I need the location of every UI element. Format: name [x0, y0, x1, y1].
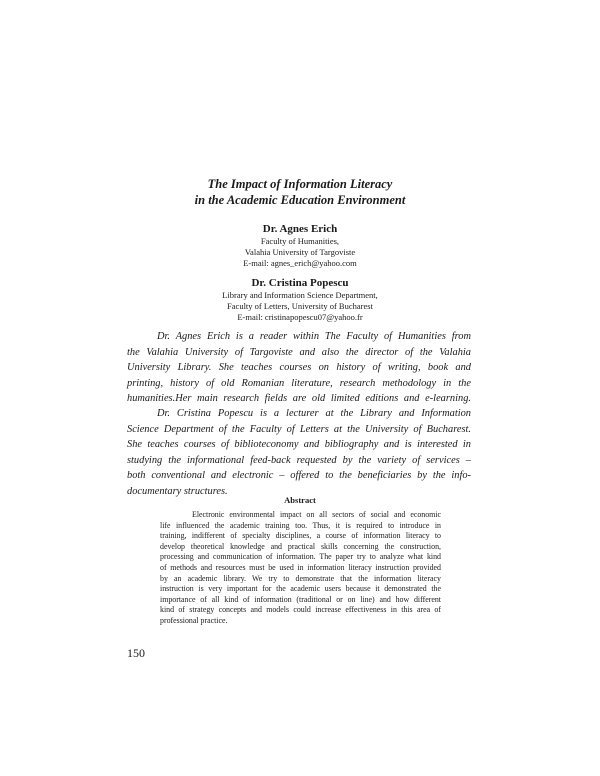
abstract-line: develop theoretical knowledge and practical skills concerning the construction, — [160, 541, 441, 551]
abstract-line: professional practice. — [160, 615, 228, 625]
author-bio-1 — [127, 329, 471, 407]
author-2-email: E-mail: cristinapopescu07@yahoo.fr — [237, 312, 363, 322]
abstract-heading: Abstract — [284, 495, 316, 505]
bio-1-line: humanities.Her main research fields are old limited editions and e-learning. — [127, 393, 471, 404]
page-number: 150 — [127, 646, 145, 660]
author-2-affiliation-department: Library and Information Science Department, — [222, 290, 378, 300]
bio-2-line: Dr. Cristina Popescu is a lecturer at the Library and Information — [157, 408, 471, 419]
author-1-affiliation-faculty: Faculty of Humanities, — [260, 236, 340, 246]
author-2-affiliation-university: Faculty of Letters, University of Bucharest — [227, 301, 373, 311]
author-name-1: Dr. Agnes Erich — [262, 223, 338, 235]
abstract-line: life influenced the academic training too. Thus, it is required to introduce in — [160, 520, 441, 530]
bio-2-line: both conventional and electronic – offered to the beneficiaries by the info- — [127, 470, 471, 481]
author-1-affiliation-university: Valahia University of Targoviste — [244, 247, 356, 257]
bio-1-line: the Valahia University of Targoviste and also the director of the Valahia — [127, 346, 471, 358]
abstract-line: importance of all kind of information (traditional or on line) and how different — [160, 594, 441, 604]
bio-1-line: University Library. She teaches courses on history of writing, book and — [127, 362, 471, 373]
abstract-line: of methods and resources must be used in information literacy instruction provided — [160, 562, 441, 572]
author-bio-2 — [127, 406, 471, 499]
abstract-line: by an academic library. We try to demonstrate that the information literacy — [160, 573, 441, 583]
abstract-body — [160, 510, 441, 627]
abstract-line: training, indifferent of specialty disciplines, a course of information literacy to — [160, 531, 441, 541]
paper-title-line-1: The Impact of Information Literacy — [207, 177, 393, 191]
abstract-line: kind of strategy concepts and models could increase effectiveness in this area of — [160, 605, 441, 615]
bio-1-line: printing, history of old Romanian literature, research methodology in the — [127, 377, 471, 389]
paper-title-line-2: in the Academic Education Environment — [194, 193, 406, 207]
author-name-2: Dr. Cristina Popescu — [251, 277, 349, 289]
bio-2-line: documentary structures. — [127, 485, 228, 497]
bio-2-line: She teaches courses of biblioteconomy and bibliography and is interested in — [127, 439, 471, 450]
abstract-line: Electronic environmental impact on all sectors of social and economic — [192, 510, 441, 519]
bio-2-line: studying the informational feed-back requested by the variety of services – — [127, 454, 471, 466]
author-1-email: E-mail: agnes_erich@yahoo.com — [243, 258, 357, 268]
bio-1-line: Dr. Agnes Erich is a reader within The Faculty of Humanities from — [157, 331, 471, 342]
bio-2-line: Science Department of the Faculty of Letters at the University of Bucharest. — [127, 423, 471, 435]
abstract-line: instruction is very important for the academic users because it demonstrated the — [160, 584, 441, 594]
abstract-line: processing and communication of information. The paper try to analyze what kind — [160, 552, 441, 562]
